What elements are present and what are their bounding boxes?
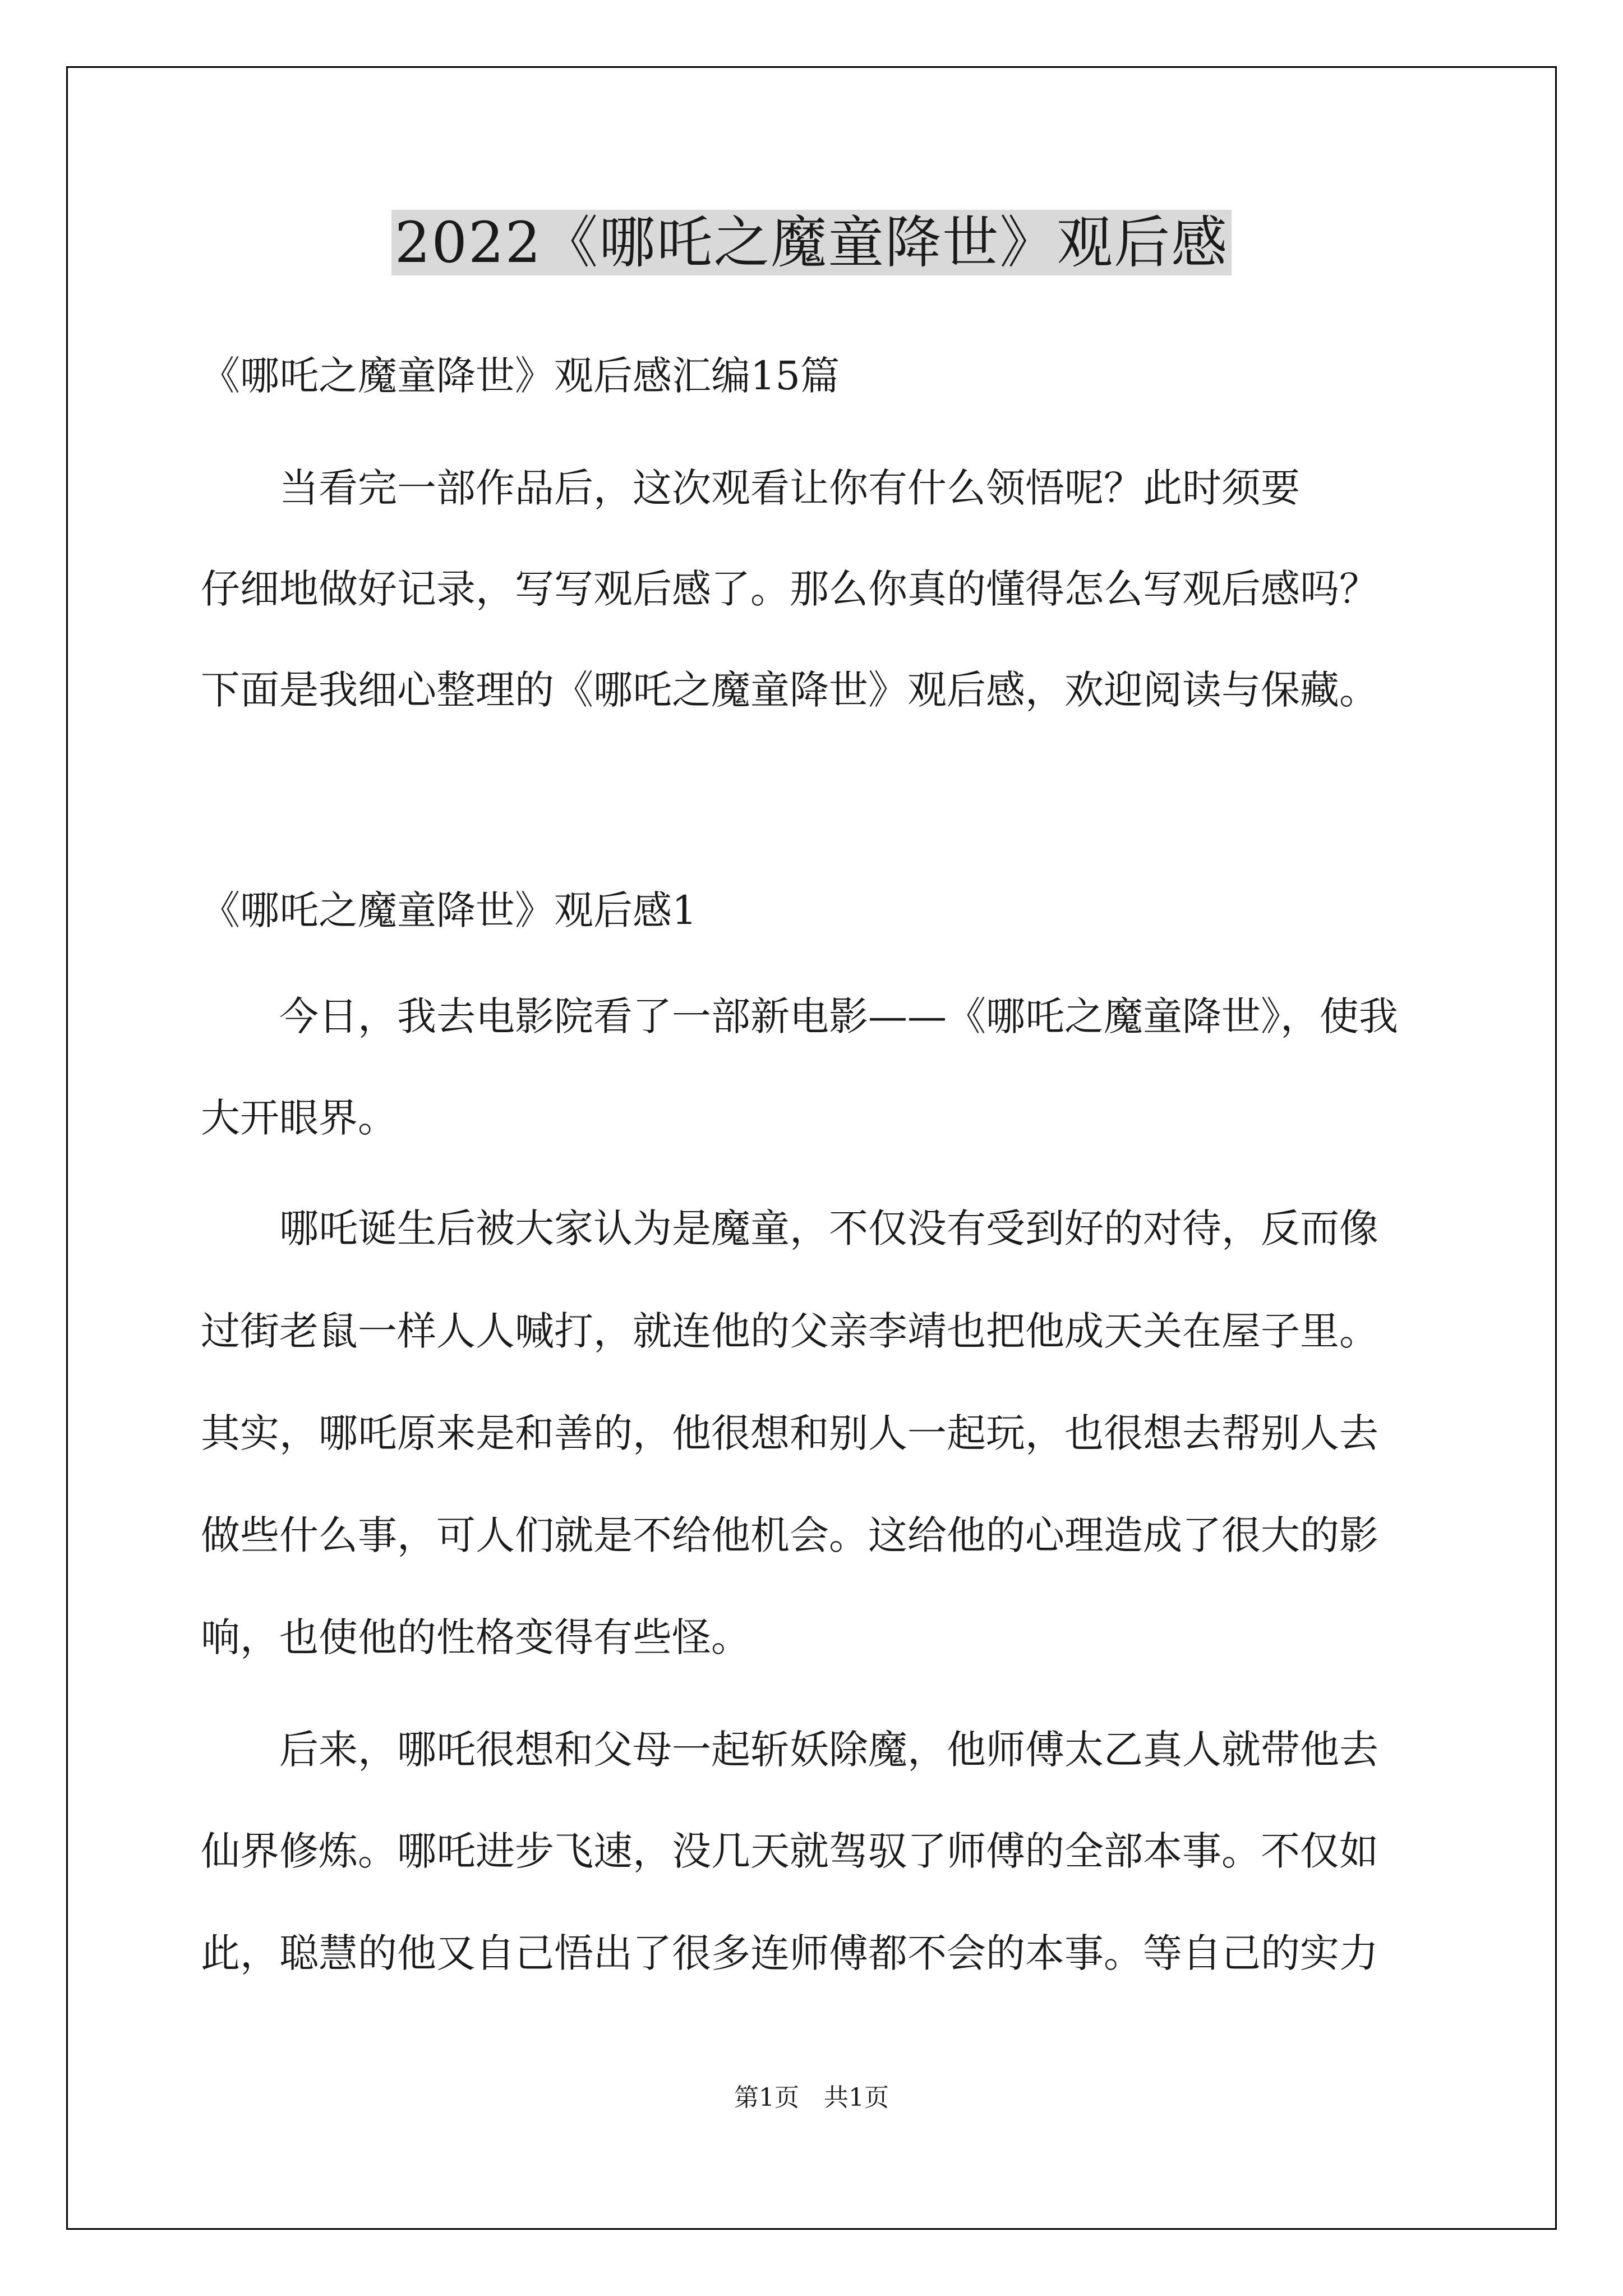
paragraph-line: 哪吒诞生后被大家认为是魔童，不仅没有受到好的对待，反而像: [201, 1205, 1378, 1251]
intro-line: 当看完一部作品后，这次观看让你有什么领悟呢？此时须要: [201, 465, 1300, 511]
paragraph-line: 做些什么事，可人们就是不给他机会。这给他的心理造成了很大的影: [201, 1512, 1378, 1558]
paragraph-line: 大开眼界。: [201, 1095, 397, 1141]
paragraph-line: 今日，我去电影院看了一部新电影——《哪吒之魔童降世》，使我: [201, 993, 1398, 1039]
paragraph-line: 响，也使他的性格变得有些怪。: [201, 1614, 750, 1660]
section-heading: 《哪吒之魔童降世》观后感1: [201, 887, 697, 933]
intro-line: 下面是我细心整理的《哪吒之魔童降世》观后感，欢迎阅读与保藏。: [201, 667, 1378, 713]
document-title-text: 2022《哪吒之魔童降世》观后感: [391, 210, 1232, 275]
paragraph-line: 后来，哪吒很想和父母一起斩妖除魔，他师傅太乙真人就带他去: [201, 1727, 1378, 1773]
document-title: [0, 206, 1623, 279]
paragraph-line: 其实，哪吒原来是和善的，他很想和别人一起玩，也很想去帮别人去: [201, 1410, 1378, 1456]
paragraph-line: 此，聪慧的他又自己悟出了很多连师傅都不会的本事。等自己的实力: [201, 1930, 1378, 1976]
intro-line: 仔细地做好记录，写写观后感了。那么你真的懂得怎么写观后感吗？: [201, 566, 1378, 612]
paragraph-line: 仙界修炼。哪吒进步飞速，没几天就驾驭了师傅的全部本事。不仅如: [201, 1828, 1378, 1874]
document-subtitle: 《哪吒之魔童降世》观后感汇编15篇: [201, 353, 840, 399]
page-footer: 第1页 共1页: [734, 2083, 889, 2112]
paragraph-line: 过街老鼠一样人人喊打，就连他的父亲李靖也把他成天关在屋子里。: [201, 1308, 1378, 1354]
